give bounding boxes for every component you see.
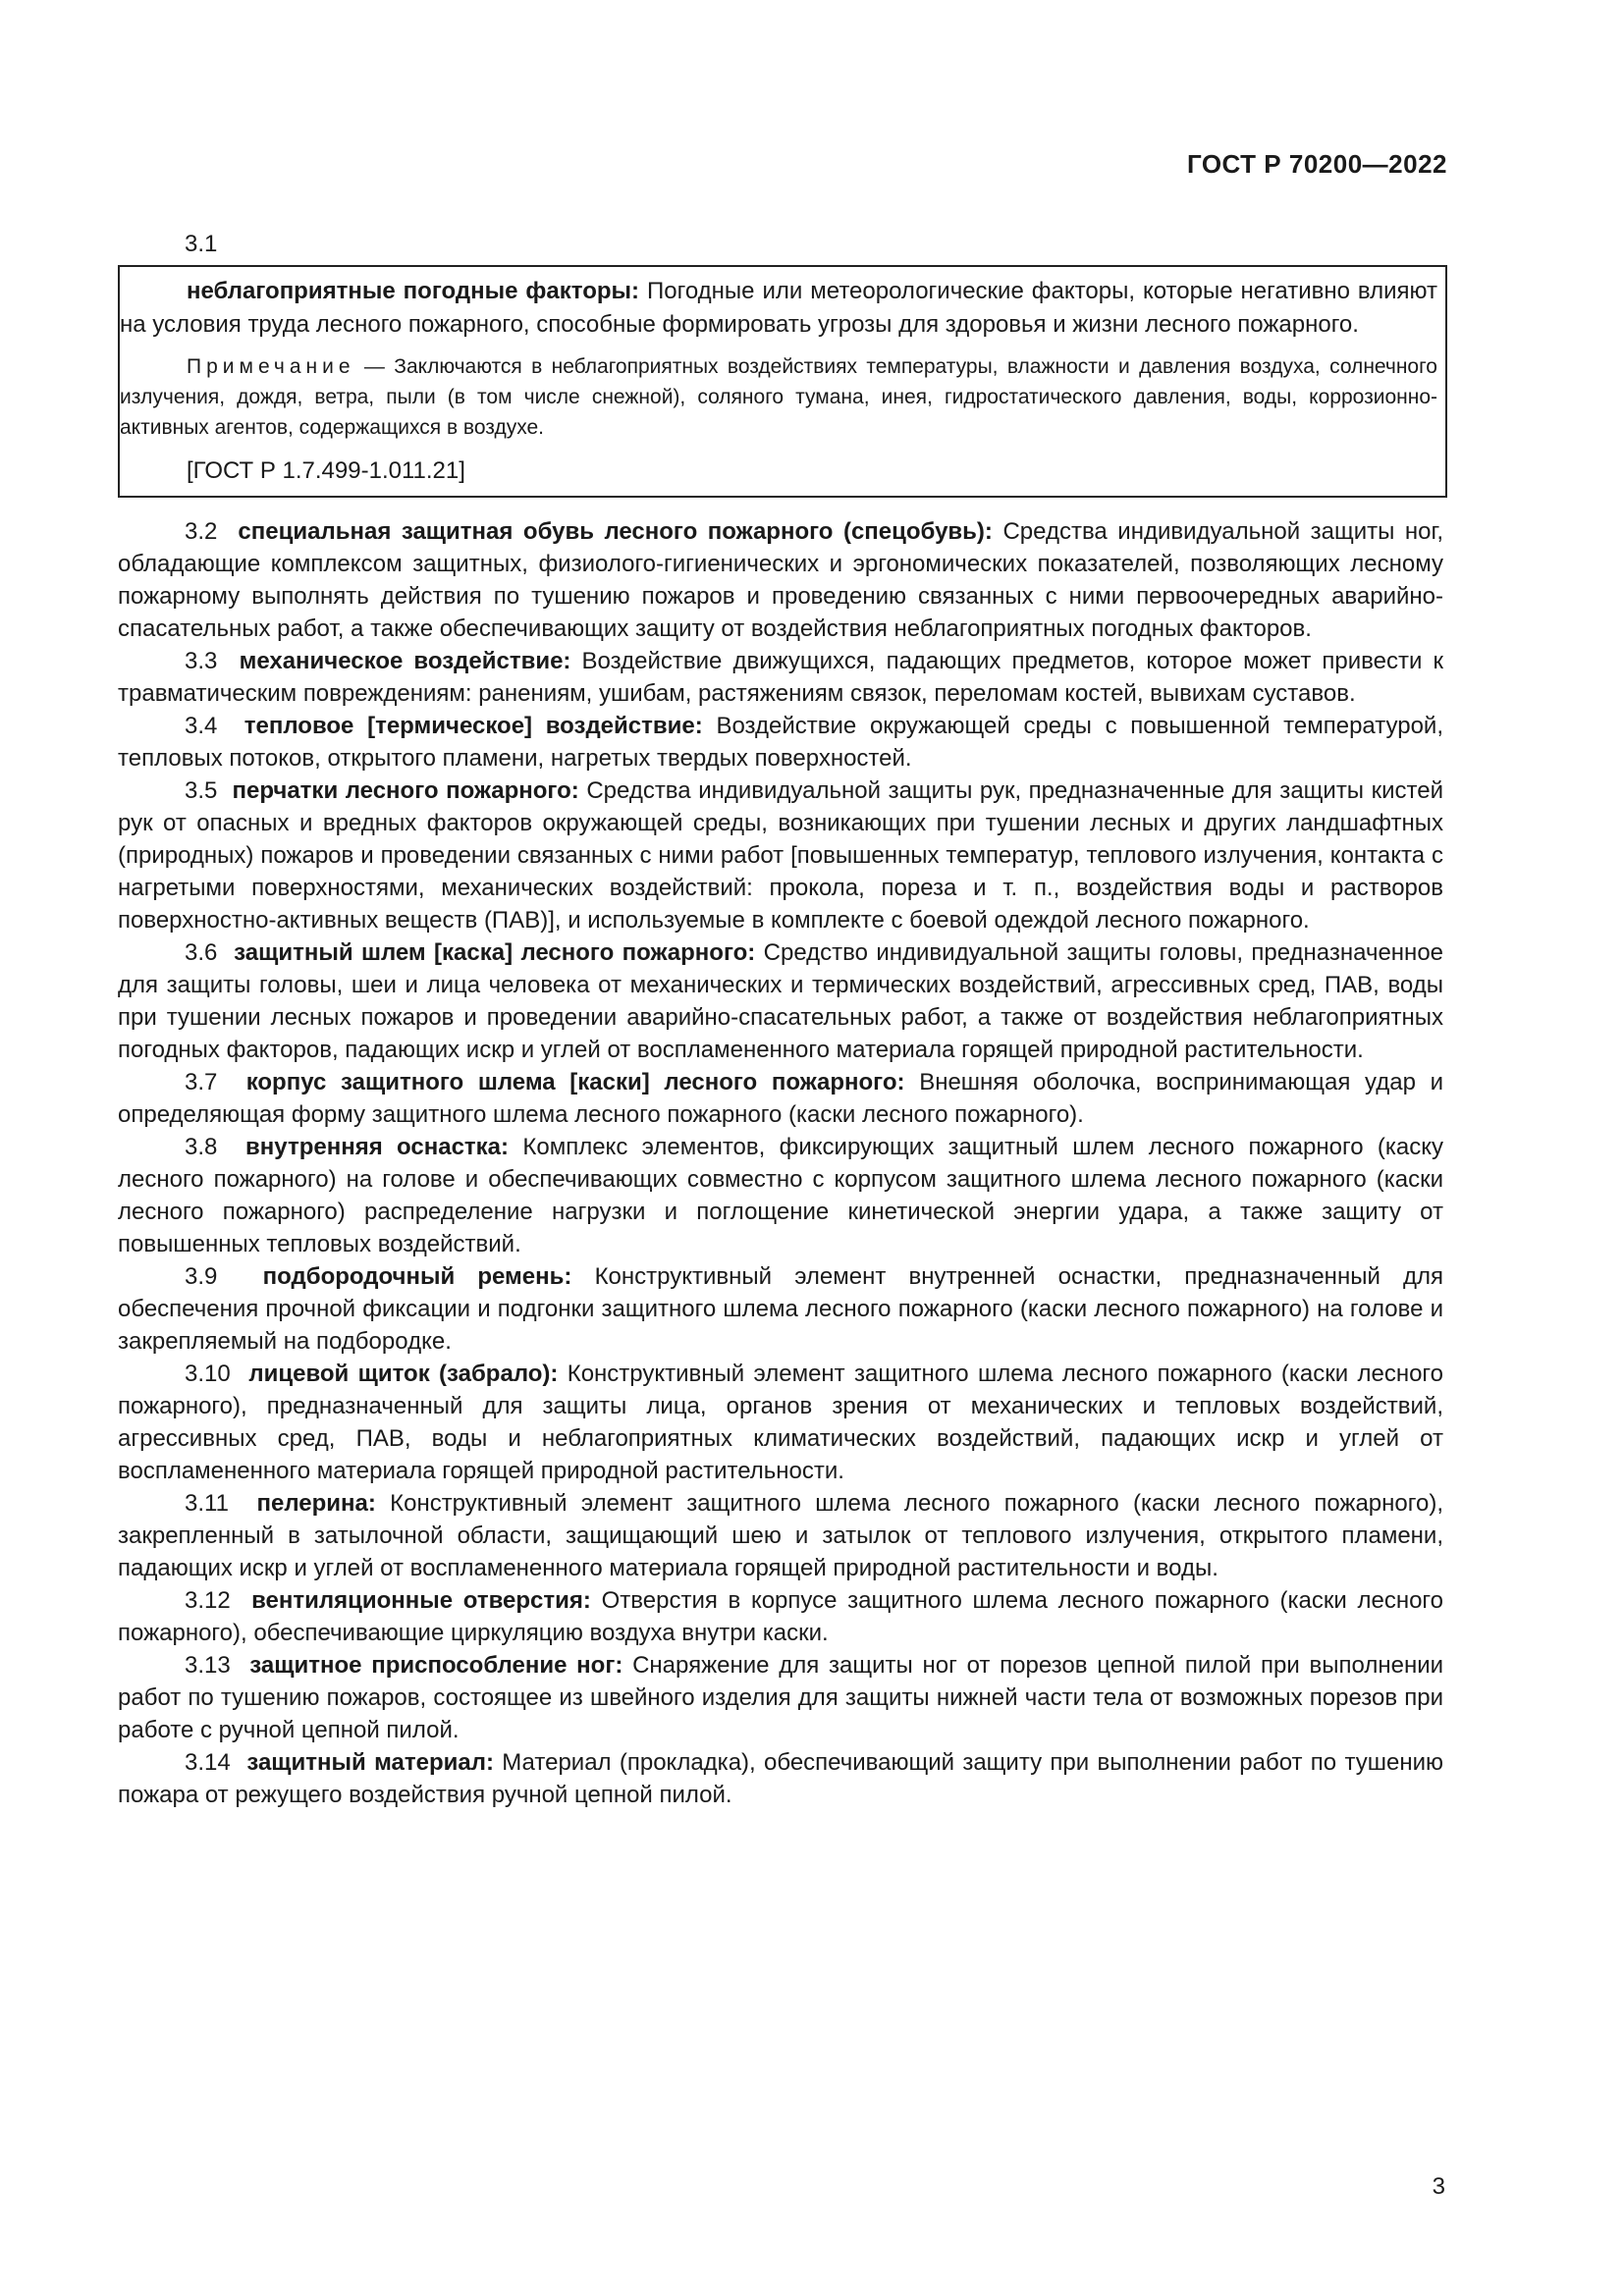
- term-entry: [118, 774, 1443, 936]
- term-definition: Погодные или метеорологические факторы, которые негативно влияют на условия труда лесного пожарного, способные формировать угрозы для здоровья и жизни лесного пожарного.: [120, 278, 1437, 338]
- term-number: 3.12: [185, 1587, 231, 1614]
- term-entry: [118, 1260, 1443, 1358]
- term-definition: Снаряжение для защиты ног от порезов цепной пилой при выполнении работ по тушению пожаров, состоящее из швейного изделия для защиты нижней части тела от возможных порезов при работе с ручной цепной пилой.: [118, 1652, 1444, 1743]
- term-definition: Конструктивный элемент внутренней оснастки, предназначенный для обеспечения прочной фиксации и подгонки защитного шлема лесного пожарного (каски лесного пожарного) на голове и закрепляемый на подбородке.: [118, 1263, 1444, 1355]
- term-definition: Воздействие окружающей среды с повышенной температурой, тепловых потоков, открытого пламени, нагретых твердых поверхностей.: [118, 713, 1444, 772]
- term-title: тепловое [термическое] воздействие:: [244, 713, 703, 739]
- term-number: 3.1: [185, 231, 218, 257]
- term-definition: Конструктивный элемент защитного шлема лесного пожарного (каски лесного пожарного), закрепленный в затылочной области, защищающий шею и затылок от теплового излучения, открытого пламени, падающих искр и углей от воспламененного материала горящей природной растительности и воды.: [118, 1490, 1443, 1581]
- note: [120, 351, 1437, 443]
- term-entry: [118, 1746, 1443, 1811]
- term-entry: [118, 645, 1443, 710]
- term-number: 3.7: [185, 1069, 218, 1095]
- term-entry: [118, 936, 1443, 1066]
- term-number: 3.13: [185, 1652, 231, 1679]
- note-text: — Заключаются в неблагоприятных воздействиях температуры, влажности и давления воздуха, солнечного излучения, дождя, ветра, пыли (в том числе снежной), соляного тумана, инея, гидростатического давления, воды, коррозионно-активных агентов, содержащихся в воздухе.: [120, 355, 1437, 439]
- term-number: 3.2: [185, 518, 218, 545]
- term-title: внутренняя оснастка:: [245, 1134, 510, 1160]
- term-entry: [118, 1487, 1443, 1584]
- term-entry: [118, 710, 1443, 774]
- term-entry: [118, 1649, 1443, 1746]
- term-definition: Внешняя оболочка, воспринимающая удар и определяющая форму защитного шлема лесного пожарного (каски лесного пожарного).: [118, 1069, 1443, 1128]
- term-title: специальная защитная обувь лесного пожарного (спецобувь):: [238, 518, 993, 545]
- term-definition: Комплекс элементов, фиксирующих защитный шлем лесного пожарного (каску лесного пожарного) на голове и обеспечивающих совместно с корпусом защитного шлема лесного пожарного (каски лесного пожарного) распределение нагрузки и поглощение кинетической энергии удара, а также защиту от повышенных тепловых воздействий.: [118, 1134, 1444, 1257]
- term-definition: Материал (прокладка), обеспечивающий защиту при выполнении работ по тушению пожара от режущего воздействия ручной цепной пилой.: [118, 1749, 1443, 1808]
- document-code: ГОСТ Р 70200—2022: [1186, 149, 1447, 179]
- term-entry: [118, 1066, 1443, 1131]
- term-title: перчатки лесного пожарного:: [232, 777, 579, 804]
- term-number: 3.4: [185, 713, 218, 739]
- terms-list: [118, 515, 1443, 1811]
- term-entry: [118, 1584, 1443, 1649]
- term-number: 3.8: [185, 1134, 218, 1160]
- page-content: [118, 228, 1443, 1811]
- term-entry: [118, 515, 1443, 645]
- term-number: 3.9: [185, 1263, 218, 1290]
- definition-box: [118, 265, 1447, 498]
- term-entry: [118, 1131, 1443, 1260]
- source-reference: [ГОСТ Р 1.7.499-1.011.21]: [187, 457, 465, 484]
- term-title: защитное приспособление ног:: [249, 1652, 623, 1679]
- term-definition: Средство индивидуальной защиты головы, предназначенное для защиты головы, шеи и лица человека от механических и термических воздействий, агрессивных сред, ПАВ, воды при тушении лесных пожаров и проведении аварийно-спасательных работ, а также от воздействия неблагоприятных погодных факторов, падающих искр и углей от воспламененного материала горящей природной растительности.: [118, 939, 1444, 1063]
- term-title: защитный материал:: [246, 1749, 494, 1776]
- term-number: 3.5: [185, 777, 218, 804]
- term-title: вентиляционные отверстия:: [251, 1587, 591, 1614]
- term-title: подбородочный ремень:: [262, 1263, 572, 1290]
- term-title: корпус защитного шлема [каски] лесного пожарного:: [245, 1069, 905, 1095]
- term-entry: [118, 1358, 1443, 1487]
- term-number: 3.3: [185, 648, 218, 674]
- term-number: 3.11: [185, 1490, 229, 1517]
- term-number: 3.14: [185, 1749, 231, 1776]
- term-definition: Средства индивидуальной защиты рук, предназначенные для защиты кистей рук от опасных и вредных факторов окружающей среды, возникающих при тушении лесных и других ландшафтных (природных) пожаров и проведении связанных с ними работ [повышенных температур, теплового излучения, контакта с нагретыми поверхностями, механических воздействий: прокола, пореза и т. п., воздействия воды и растворов поверхностно-активных веществ (ПАВ)], и используемые в комплекте с боевой одеждой лесного пожарного.: [118, 777, 1443, 934]
- term-title: пелерина:: [256, 1490, 376, 1517]
- note-label: Примечание: [187, 355, 355, 378]
- term-definition: Отверстия в корпусе защитного шлема лесного пожарного (каски лесного пожарного), обеспечивающие циркуляцию воздуха внутри каски.: [118, 1587, 1443, 1646]
- term-definition: Средства индивидуальной защиты ног, обладающие комплексом защитных, физиолого-гигиенических и эргономических показателей, позволяющих лесному пожарному выполнять действия по тушению пожаров и проведению связанных с ними первоочередных аварийно-спасательных работ, а также обеспечивающих защиту от воздействия неблагоприятных погодных факторов.: [118, 518, 1444, 642]
- term-definition: Конструктивный элемент защитного шлема лесного пожарного (каски лесного пожарного), предназначенный для защиты лица, органов зрения от механических и тепловых воздействий, агрессивных сред, ПАВ, воды и неблагоприятных климатических воздействий, падающих искр и углей от воспламененного материала горящей природной растительности.: [118, 1361, 1443, 1484]
- term-number: 3.10: [185, 1361, 231, 1387]
- term-title: лицевой щиток (забрало):: [248, 1361, 559, 1387]
- term-title: защитный шлем [каска] лесного пожарного:: [234, 939, 756, 966]
- term-number: 3.6: [185, 939, 218, 966]
- term-definition: Воздействие движущихся, падающих предметов, которое может привести к травматическим повреждениям: ранениям, ушибам, растяжениям связок, переломам костей, вывихам суставов.: [118, 648, 1443, 707]
- term-title: механическое воздействие:: [239, 648, 571, 674]
- term-title: неблагоприятные погодные факторы:: [187, 278, 640, 304]
- box-definition: [120, 275, 1437, 342]
- page-number: 3: [1432, 2173, 1445, 2200]
